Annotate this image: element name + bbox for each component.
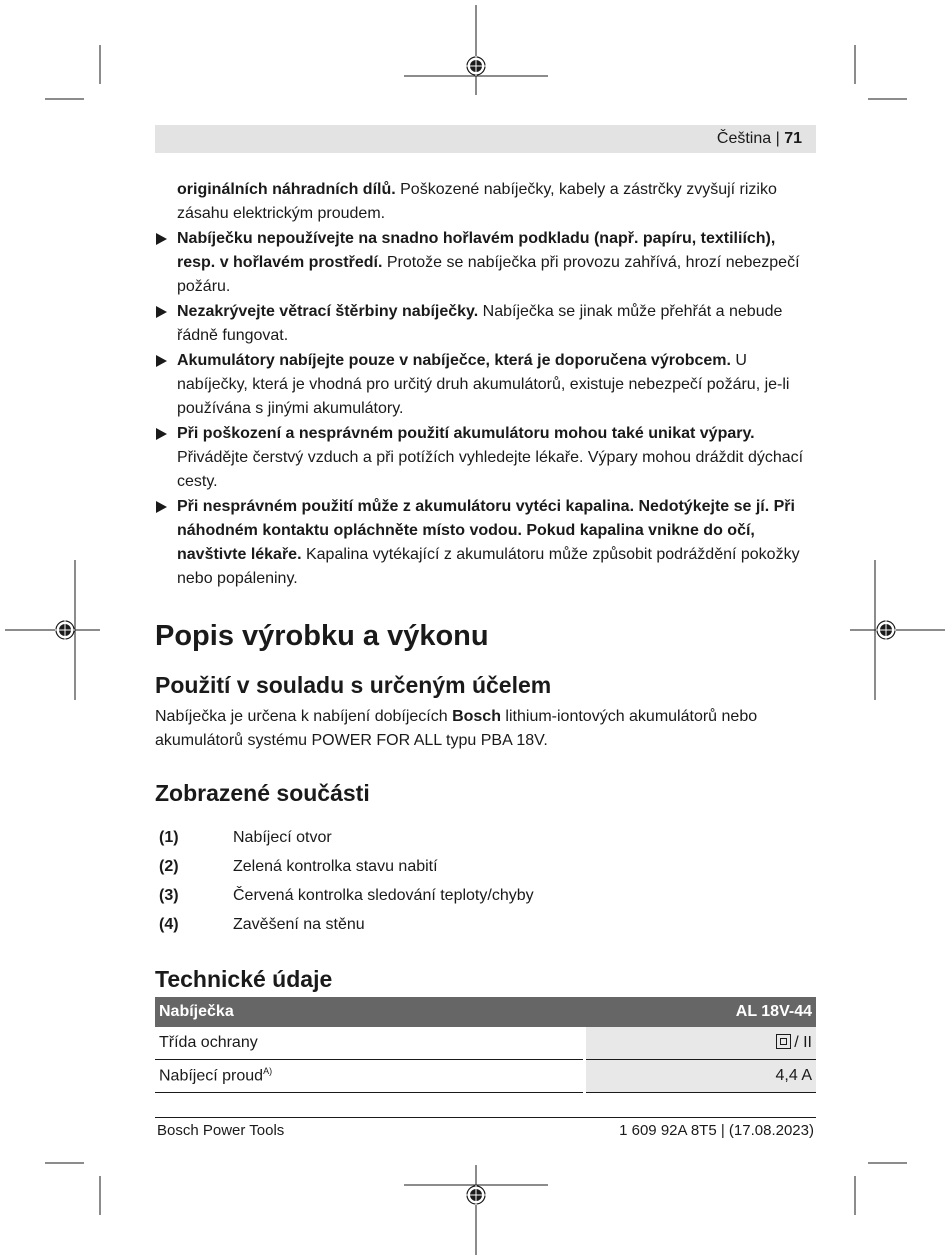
header-separator: | [771, 130, 785, 147]
component-label: Červená kontrolka sledování teploty/chyby [233, 887, 534, 904]
table-header-model: AL 18V-44 [585, 997, 817, 1027]
components-heading: Zobrazené součásti [155, 780, 370, 806]
bullet-triangle-icon [156, 428, 167, 440]
page-header [155, 125, 816, 153]
component-number: (2) [159, 858, 179, 875]
row-label-text: Nabíjecí proud [159, 1067, 264, 1085]
intro-bold: originálních náhradních dílů. [177, 181, 396, 198]
safety-bold: Nezakrývejte větrací štěrbiny nabíječky. [177, 303, 479, 320]
page-number: 71 [784, 130, 802, 147]
row-label-text: Třída ochrany [159, 1034, 258, 1051]
component-label: Nabíjecí otvor [233, 829, 332, 846]
header-text [717, 129, 802, 149]
component-label: Zelená kontrolka stavu nabití [233, 858, 438, 875]
registration-mark-top [466, 56, 486, 76]
safety-item [155, 227, 817, 299]
safety-bold: Nabíječku nepoužívejte na snadno hořlavém podkladu (např. papíru, textiliích), resp. v hořlavém prostředí. [177, 230, 776, 271]
registration-mark-right [876, 620, 896, 640]
safety-item [155, 495, 817, 591]
component-number: (4) [159, 916, 179, 933]
intro-continuation [155, 178, 817, 226]
intro-text: Poškozené nabíječky, kabely a zástrčky zvyšují riziko zásahu elektrickým proudem. [177, 181, 777, 222]
bullet-triangle-icon [156, 306, 167, 318]
component-number: (1) [159, 829, 179, 846]
list-item [155, 823, 534, 852]
components-list [155, 823, 534, 939]
safety-item [155, 300, 817, 348]
safety-bold: Akumulátory nabíjejte pouze v nabíječce, která je doporučena výrobcem. [177, 352, 731, 369]
safety-text: Přivádějte čerstvý vzduch a při potížích vyhledejte lékaře. Výpary mohou dráždit dýchací cesty. [177, 449, 804, 490]
brand-name: Bosch [452, 708, 501, 725]
row-label [155, 1060, 585, 1093]
footer-doc-id: 1 609 92A 8T5 | (17.08.2023) [619, 1122, 814, 1139]
safety-text: U nabíječky, která je vhodná pro určitý druh akumulátorů, existuje nebezpečí požáru, je-li používána s jinými akumulátory. [177, 352, 790, 417]
safety-text: Protože se nabíječka při provozu zahřívá, hrozí nebezpečí požáru. [177, 254, 800, 295]
safety-text: Kapalina vytékající z akumulátoru může způsobit podráždění pokožky nebo popáleniny. [177, 546, 800, 587]
section-title: Popis výrobku a výkonu [155, 620, 489, 652]
safety-text: Nabíječka se jinak může přehřát a nebude řádně fungovat. [177, 303, 783, 344]
table-row [155, 1060, 816, 1093]
safety-bold: Při poškození a nesprávném použití akumulátoru mohou také unikat výpary. [177, 425, 755, 442]
technical-heading: Technické údaje [155, 966, 333, 992]
component-label: Zavěšení na stěnu [233, 916, 365, 933]
component-number: (3) [159, 887, 179, 904]
row-value [585, 1060, 817, 1093]
table-header-row [155, 997, 816, 1027]
table-row [155, 1027, 816, 1060]
row-value [585, 1027, 817, 1060]
page-footer [155, 1117, 816, 1139]
list-item [155, 881, 534, 910]
intended-use-before: Nabíječka je určena k nabíjení dobíjecích [155, 708, 453, 725]
bullet-triangle-icon [156, 233, 167, 245]
row-value-text: / II [794, 1034, 812, 1051]
footnote-marker: A) [263, 1066, 273, 1077]
bullet-triangle-icon [156, 355, 167, 367]
bullet-triangle-icon [156, 501, 167, 513]
page-content [155, 178, 817, 1093]
row-label [155, 1027, 585, 1060]
footer-brand: Bosch Power Tools [157, 1122, 285, 1139]
safety-bold: Při nesprávném použití může z akumulátoru vytéci kapalina. Nedotýkejte se jí. Při náhodném kontaktu opláchněte místo vodou. Pokud kapalina vnikne do očí, navštivte lékaře. [177, 498, 795, 563]
table-header-label: Nabíječka [155, 997, 585, 1027]
technical-table [155, 997, 816, 1093]
registration-mark-bottom [466, 1185, 486, 1205]
registration-mark-left [55, 620, 75, 640]
intended-use-text [155, 705, 817, 753]
safety-item [155, 349, 817, 421]
safety-item [155, 422, 817, 494]
row-value-text: 4,4 A [775, 1067, 812, 1084]
header-language: Čeština [716, 130, 772, 147]
list-item [155, 852, 534, 881]
safety-list [155, 227, 817, 591]
intended-use-after: lithium-iontových akumulátorů nebo akumulátorů systému POWER FOR ALL typu PBA 18V. [155, 708, 758, 749]
intended-use-heading: Použití v souladu s určeným účelem [155, 672, 552, 698]
list-item [155, 910, 534, 939]
protection-class-ii-icon [776, 1034, 791, 1049]
